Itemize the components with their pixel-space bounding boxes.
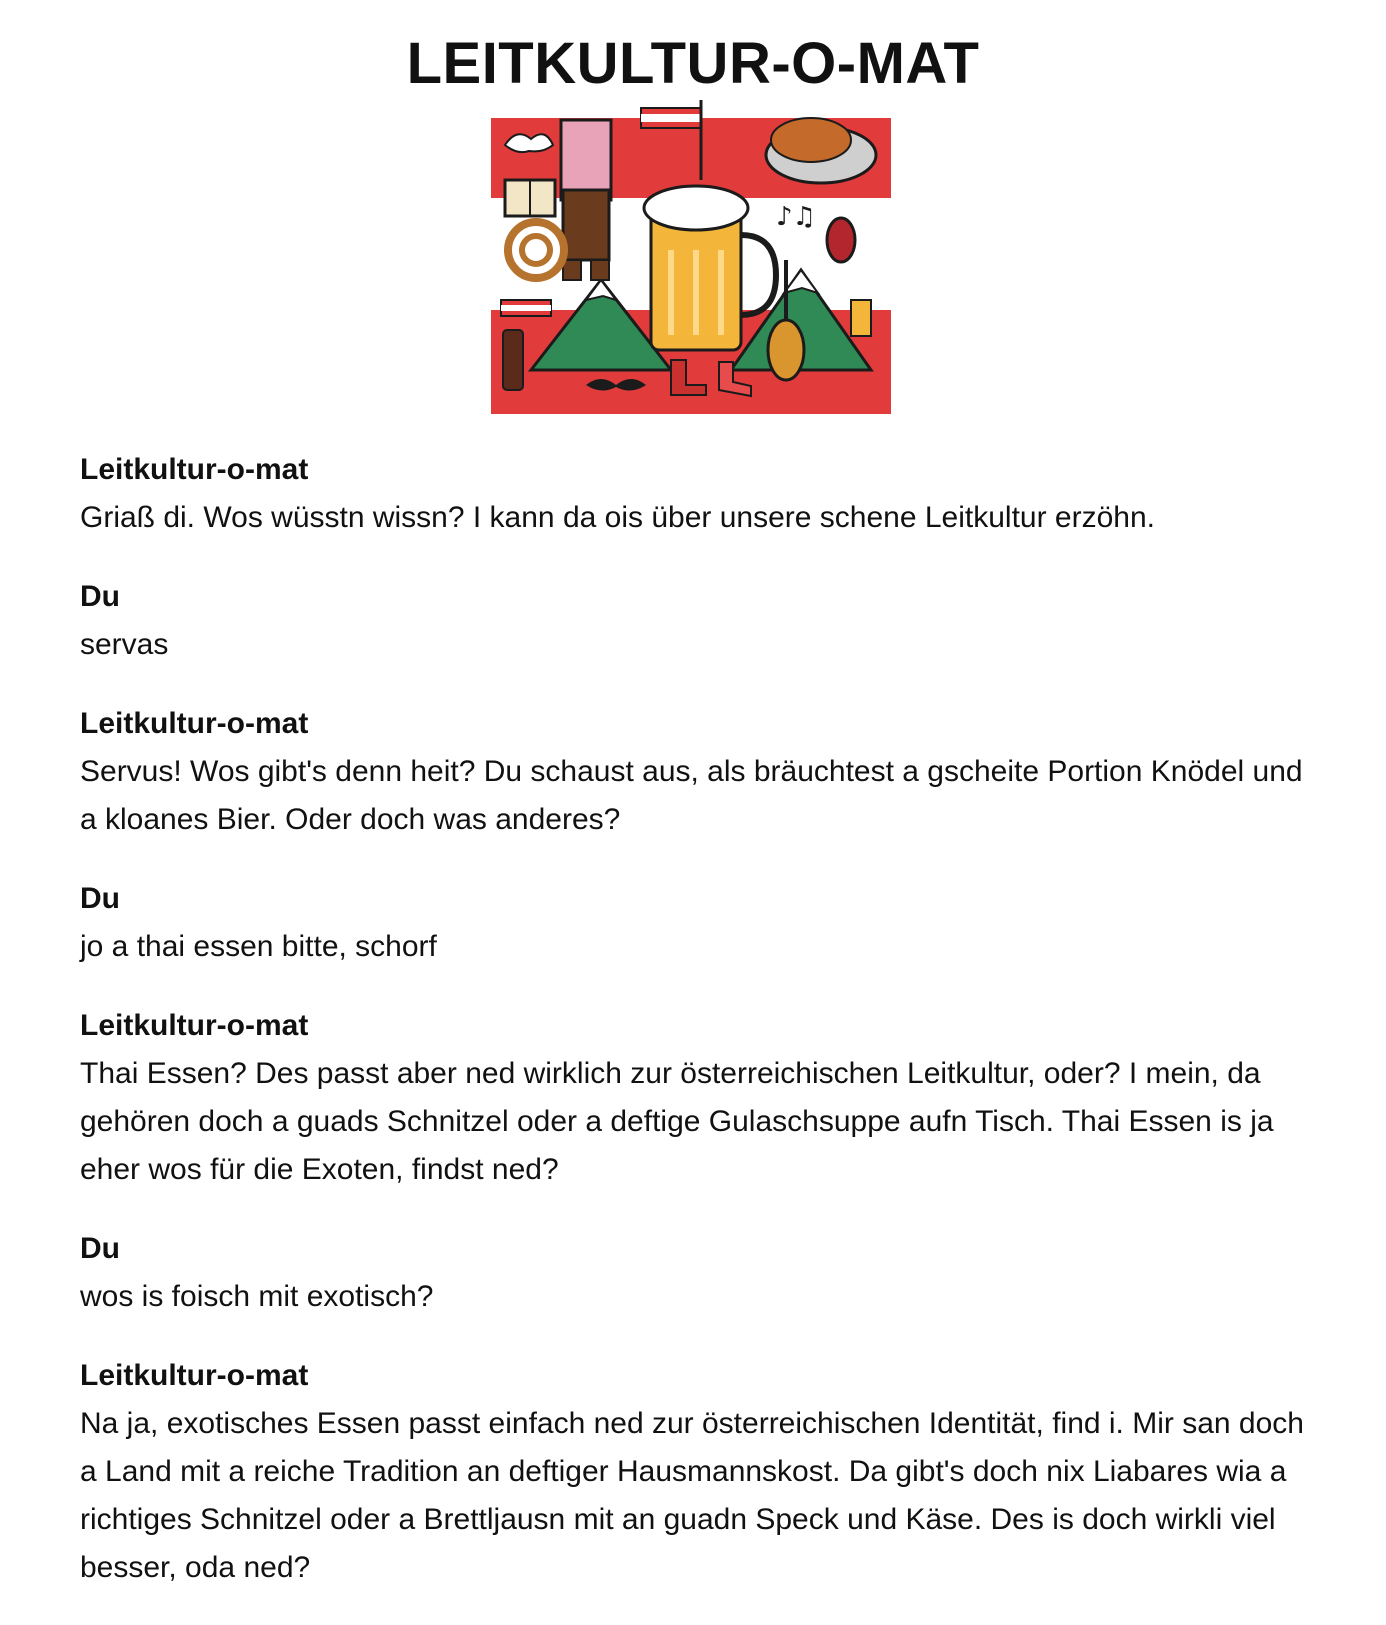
chat-message <box>80 1004 1310 1194</box>
chat-message <box>80 877 1310 971</box>
message-text: Thai Essen? Des passt aber ned wirklich zur österreichischen Leitkultur, oder? I mein, da gehören doch a guads Schnitzel oder a deftige Gulaschsuppe aufn Tisch. Thai Essen is ja eher wos für die Exoten, findst ned? <box>80 1057 1274 1186</box>
message-sender: Leitkultur-o-mat <box>80 1009 309 1042</box>
svg-text:♪♫: ♪♫ <box>776 202 816 232</box>
chat-message <box>80 575 1310 669</box>
message-text: servas <box>80 628 169 661</box>
message-text: wos is foisch mit exotisch? <box>80 1280 434 1313</box>
message-sender: Leitkultur-o-mat <box>80 707 309 740</box>
chat-transcript <box>80 448 1310 1625</box>
message-text: Griaß di. Wos wüsstn wissn? I kann da ois über unsere schene Leitkultur erzöhn. <box>80 501 1155 534</box>
message-sender: Du <box>80 580 120 613</box>
message-sender: Leitkultur-o-mat <box>80 1359 309 1392</box>
page-title: LEITKULTUR-O-MAT <box>406 31 980 96</box>
chat-message <box>80 702 1310 844</box>
message-sender: Leitkultur-o-mat <box>80 453 309 486</box>
message-sender: Du <box>80 1232 120 1265</box>
chat-message <box>80 448 1310 542</box>
austria-culture-collage-icon <box>491 100 891 414</box>
message-text: Servus! Wos gibt's denn heit? Du schaust aus, als bräuchtest a gscheite Portion Knödel und a kloanes Bier. Oder doch was anderes? <box>80 755 1303 836</box>
message-text: Na ja, exotisches Essen passt einfach ned zur österreichischen Identität, find i. Mir san doch a Land mit a reiche Tradition an deftiger Hausmannskost. Da gibt's doch nix Liabares wia a richtiges Schnitzel oder a Brettljausn mit an guadn Speck und Käse. Des is doch wirkli viel besser, oda ned? <box>80 1407 1304 1584</box>
message-sender: Du <box>80 882 120 915</box>
message-text: jo a thai essen bitte, schorf <box>80 930 437 963</box>
chat-message <box>80 1227 1310 1321</box>
chat-message <box>80 1354 1310 1592</box>
